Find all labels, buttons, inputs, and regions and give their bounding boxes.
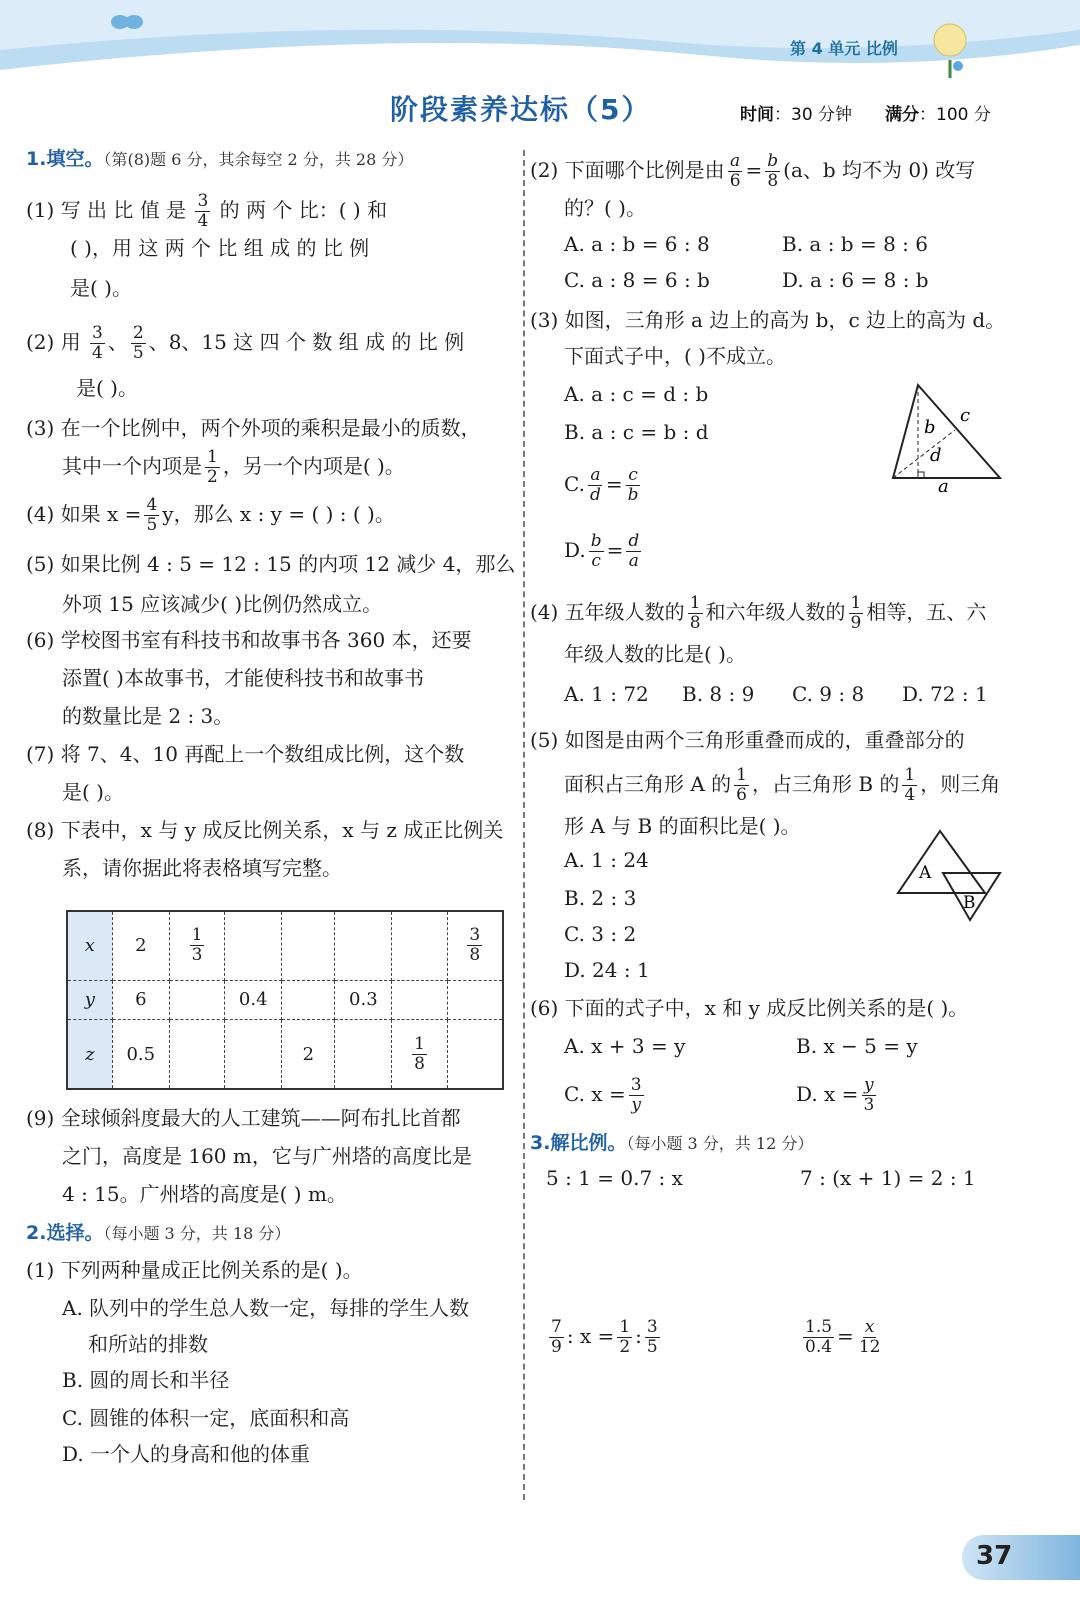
q2-4-option-b: B. 8 : 9: [682, 682, 755, 706]
label-c: c: [960, 405, 971, 426]
fraction-3-4: $\frac{3}{4}$: [197, 191, 209, 231]
q2-2-line1: (2) 下面哪个比例是由 $\frac{a}{6}$ = $\frac{b}{8}$ (a、b 均不为 0) 改写: [530, 151, 976, 191]
table-cell: [447, 980, 503, 1019]
time-info: 时间：30 分钟: [740, 105, 853, 125]
q2-6-option-c: C. x = $\frac{3}{y}$: [564, 1075, 642, 1115]
q2-6-option-a: A. x + 3 = y: [564, 1034, 686, 1058]
sun-flower-icon: [934, 24, 966, 78]
q2-6-option-d: D. x = $\frac{y}{3}$: [796, 1075, 875, 1115]
table-cell: $\frac{1}{3}$: [169, 911, 224, 980]
table-cell: x: [67, 911, 112, 980]
q2-2-option-d: D. a : 6 = 8 : b: [782, 268, 929, 292]
q1-8-line2: 系，请你据此将表格填写完整。: [62, 856, 342, 880]
q1-7-line2: 是( )。: [62, 780, 124, 804]
q2-5-line1: (5) 如图是由两个三角形重叠而成的，重叠部分的: [530, 728, 965, 752]
table-row-z: [67, 1020, 503, 1089]
q2-3-option-d: D. $\frac{b}{c}$ = $\frac{d}{a}$: [564, 531, 640, 571]
q1-9-line3: 4 : 15。广州塔的高度是( ) m。: [62, 1182, 347, 1206]
q2-2-option-b: B. a : b = 8 : 6: [782, 232, 928, 256]
label-triangle-b: B: [963, 893, 976, 913]
q2-1: (1) 下列两种量成正比例关系的是( )。: [26, 1258, 363, 1282]
q2-1-option-c: C. 圆锥的体积一定，底面积和高: [62, 1406, 350, 1430]
table-cell: [225, 911, 282, 980]
q2-5-option-d: D. 24 : 1: [564, 958, 650, 982]
table-row-x: [67, 911, 503, 980]
q2-4-option-c: C. 9 : 8: [792, 682, 865, 706]
q1-9-line2: 之门，高度是 160 m，它与广州塔的高度比是: [62, 1144, 472, 1168]
table-cell: 0.5: [112, 1020, 169, 1089]
q2-3-option-c: C. $\frac{a}{d}$ = $\frac{c}{b}$: [564, 465, 639, 505]
equation-3: $\frac{7}{9}$ : x = $\frac{1}{2}$ : $\frac{3}{5}$: [551, 1317, 658, 1357]
q2-1-option-b: B. 圆的周长和半径: [62, 1368, 230, 1392]
q2-2-option-c: C. a : 8 = 6 : b: [564, 268, 710, 292]
table-cell: z: [67, 1020, 112, 1089]
q2-6: (6) 下面的式子中，x 和 y 成反比例关系的是( )。: [530, 996, 969, 1020]
q1-5-line1: (5) 如果比例 4 : 5 = 12 : 15 的内项 12 减少 4，那么: [26, 552, 516, 576]
q1-6-line3: 的数量比是 2 : 3。: [62, 704, 234, 728]
q2-5-line2: 面积占三角形 A 的 $\frac{1}{6}$ ，占三角形 B 的 $\frac{1}{4}$ ，则三角: [564, 765, 1001, 805]
table-cell: [169, 980, 224, 1019]
q2-1-option-a2: 和所站的排数: [88, 1332, 208, 1356]
proportion-table: [66, 910, 504, 1090]
triangle-figure: [880, 375, 1015, 495]
table-cell: [392, 911, 447, 980]
q2-5-option-a: A. 1 : 24: [564, 848, 649, 872]
q1-2-line1: (2) 用 $\frac{3}{4}$ 、 $\frac{2}{5}$ 、8、15 这 四 个 数 组 成 的 比 例: [26, 323, 465, 363]
q2-4-option-d: D. 72 : 1: [902, 682, 988, 706]
table-cell: [335, 911, 392, 980]
q2-3-line1: (3) 如图，三角形 a 边上的高为 b，c 边上的高为 d。: [530, 308, 1006, 332]
q2-1-option-a: A. 队列中的学生总人数一定，每排的学生人数: [62, 1296, 470, 1320]
column-divider: [523, 150, 525, 1500]
q2-5-option-b: B. 2 : 3: [564, 886, 637, 910]
table-cell: 6: [112, 980, 169, 1019]
equation-1: 5 : 1 = 0.7 : x: [546, 1166, 683, 1190]
q1-2-line2: 是( )。: [76, 376, 138, 400]
q1-6-line1: (6) 学校图书室有科技书和故事书各 360 本，还要: [26, 628, 472, 652]
section-3-heading: 3.解比例。（每小题 3 分，共 12 分）: [530, 1132, 814, 1154]
table-cell: 0.4: [225, 980, 282, 1019]
q2-3-option-a: A. a : c = d : b: [564, 382, 709, 406]
q1-4: (4) 如果 x = $\frac{4}{5}$ y，那么 x : y = ( ) : ( )。: [26, 495, 395, 535]
score-info: 满分：100 分: [885, 105, 991, 125]
equation-4: $\frac{1.5}{0.4}$ = $\frac{x}{12}$: [805, 1317, 881, 1357]
section-1-heading: 1.填空。（第(8)题 6 分，其余每空 2 分，共 28 分）: [26, 148, 414, 170]
label-d: d: [930, 445, 942, 466]
q1-3-line2: 其中一个内项是 $\frac{1}{2}$ ，另一个内项是( )。: [62, 447, 405, 487]
table-cell: [282, 980, 335, 1019]
q2-5-line3: 形 A 与 B 的面积比是( )。: [564, 814, 801, 838]
table-cell: [447, 1020, 503, 1089]
header-banner: [0, 0, 1080, 80]
label-triangle-a: A: [919, 863, 932, 883]
q2-5-option-c: C. 3 : 2: [564, 922, 637, 946]
overlapping-triangles-figure: [895, 828, 1005, 923]
table-cell: [335, 1020, 392, 1089]
table-cell: $\frac{3}{8}$: [447, 911, 503, 980]
q1-9-line1: (9) 全球倾斜度最大的人工建筑——阿布扎比首都: [26, 1106, 461, 1130]
table-cell: 2: [112, 911, 169, 980]
table-row-y: [67, 980, 503, 1019]
table-cell: [225, 1020, 282, 1089]
table-cell: [282, 911, 335, 980]
label-b: b: [924, 417, 936, 438]
page-number: 37: [976, 1541, 1013, 1571]
q2-2-option-a: A. a : b = 6 : 8: [564, 232, 710, 256]
q1-1-line2: ( )，用 这 两 个 比 组 成 的 比 例: [70, 236, 370, 260]
page-number-badge: [962, 1535, 1080, 1580]
q1-7-line1: (7) 将 7、4、10 再配上一个数组成比例，这个数: [26, 742, 465, 766]
table-cell: 0.3: [335, 980, 392, 1019]
q2-3-option-b: B. a : c = b : d: [564, 420, 709, 444]
label-a: a: [938, 476, 949, 495]
unit-label: 第 4 单元 比例: [790, 39, 898, 58]
q1-5-line2: 外项 15 应该减少( )比例仍然成立。: [62, 592, 383, 616]
table-cell: $\frac{1}{8}$: [392, 1020, 447, 1089]
section-2-heading: 2.选择。（每小题 3 分，共 18 分）: [26, 1222, 291, 1244]
q2-2-line2: 的？( )。: [564, 196, 646, 220]
equation-2: 7 : (x + 1) = 2 : 1: [800, 1166, 976, 1190]
q1-8-line1: (8) 下表中，x 与 y 成反比例关系，x 与 z 成正比例关: [26, 818, 504, 842]
table-cell: [392, 980, 447, 1019]
q2-4-line2: 年级人数的比是( )。: [564, 642, 746, 666]
q2-6-option-b: B. x − 5 = y: [796, 1034, 918, 1058]
table-cell: 2: [282, 1020, 335, 1089]
q1-6-line2: 添置( )本故事书，才能使科技书和故事书: [62, 666, 424, 690]
page-title: 阶段素养达标（5）: [390, 93, 652, 126]
q2-4-option-a: A. 1 : 72: [564, 682, 649, 706]
q1-1-line3: 是( )。: [70, 276, 132, 300]
table-cell: [169, 1020, 224, 1089]
q2-4-line1: (4) 五年级人数的 $\frac{1}{8}$ 和六年级人数的 $\frac{1}{9}$ 相等，五、六: [530, 593, 987, 633]
q2-3-line2: 下面式子中，( )不成立。: [564, 344, 786, 368]
q1-3-line1: (3) 在一个比例中，两个外项的乘积是最小的质数，: [26, 416, 481, 440]
q1-1-line1: (1) 写 出 比 值 是 $\frac{3}{4}$ 的 两 个 比：( ) 和: [26, 191, 388, 231]
q2-1-option-d: D. 一个人的身高和他的体重: [62, 1442, 311, 1466]
table-cell: y: [67, 980, 112, 1019]
